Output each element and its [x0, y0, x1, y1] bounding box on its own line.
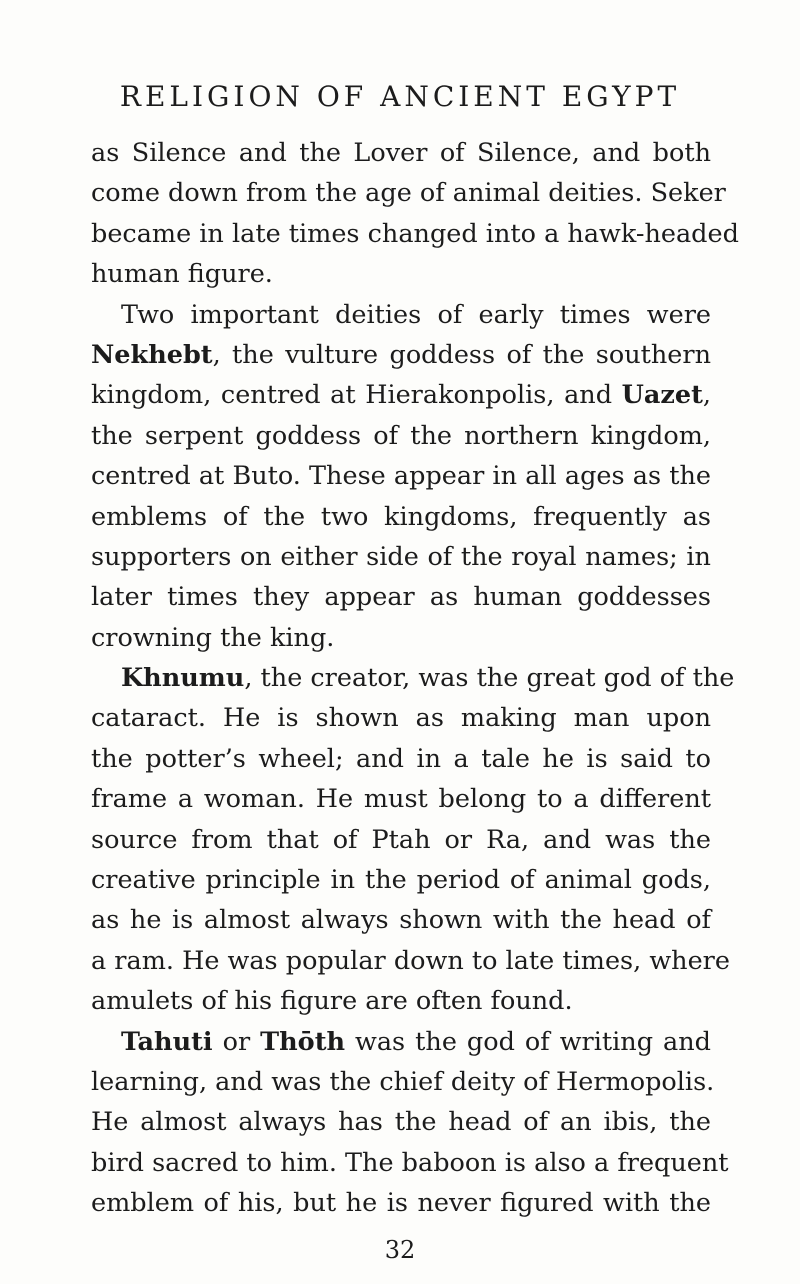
- text-run: became in late times changed into a hawk-headed: [91, 218, 739, 249]
- text-line: [91, 416, 711, 456]
- deity-name: Tahuti: [121, 1026, 213, 1057]
- text-line: [91, 658, 735, 698]
- text-run: human figure.: [91, 259, 273, 290]
- text-run: cataract. He is shown as making man upon: [91, 703, 711, 734]
- text-run: source from that of Ptah or Ra, and was the: [91, 824, 711, 855]
- text-run: crowning the king.: [91, 622, 335, 653]
- text-line: [91, 295, 711, 335]
- text-run: a ram. He was popular down to late times, where: [91, 945, 730, 976]
- text-line: [91, 335, 711, 375]
- body-text: [91, 133, 739, 1224]
- deity-name: Nekhebt: [91, 339, 213, 370]
- text-run: ,: [702, 380, 711, 411]
- text-run: later times they appear as human goddesses: [91, 582, 711, 613]
- text-run: emblems of the two kingdoms, frequently as: [91, 501, 711, 532]
- text-run: , the vulture goddess of the southern: [212, 339, 711, 370]
- text-line: [91, 456, 711, 496]
- text-line: [91, 739, 711, 779]
- running-head: RELIGION OF ANCIENT EGYPT: [119, 80, 681, 113]
- text-line: [91, 537, 711, 577]
- text-run: , the creator, was the great god of the: [244, 663, 735, 694]
- text-line: [91, 900, 711, 940]
- text-line: [91, 820, 711, 860]
- text-run: emblem of his, but he is never figured with the: [91, 1188, 711, 1219]
- text-run: the potter’s wheel; and in a tale he is said to: [91, 743, 711, 774]
- text-run: as Silence and the Lover of Silence, and both: [91, 138, 711, 168]
- text-run: supporters on either side of the royal names; in: [91, 541, 711, 572]
- text-run: Two important deities of early times were: [121, 299, 711, 330]
- text-run: He almost always has the head of an ibis, the: [91, 1107, 711, 1138]
- text-run: amulets of his figure are often found.: [91, 986, 573, 1017]
- text-line: [91, 173, 726, 213]
- text-line: [91, 1143, 729, 1183]
- text-line: [91, 1102, 711, 1142]
- text-line: [91, 497, 711, 537]
- text-run: or: [212, 1026, 261, 1057]
- text-line: [91, 375, 711, 415]
- text-line: [91, 577, 711, 617]
- text-run: was the god of writing and: [345, 1026, 711, 1057]
- page-number: 32: [384, 1236, 416, 1264]
- text-run: centred at Buto. These appear in all ages as the: [91, 461, 711, 492]
- text-line: [91, 133, 711, 173]
- deity-name: Khnumu: [121, 663, 245, 694]
- text-line: [91, 779, 711, 819]
- text-run: come down from the age of animal deities. Seker: [91, 178, 726, 209]
- text-line: [91, 698, 711, 738]
- text-run: bird sacred to him. The baboon is also a frequent: [91, 1147, 729, 1178]
- text-run: learning, and was the chief deity of Hermopolis.: [91, 1066, 715, 1097]
- deity-name: Uazet: [621, 380, 703, 411]
- text-run: kingdom, centred at Hierakonpolis, and: [91, 380, 622, 411]
- text-line: [91, 254, 711, 294]
- text-run: as he is almost always shown with the head of: [91, 905, 711, 936]
- text-line: [91, 1022, 711, 1062]
- text-line: [91, 1062, 715, 1102]
- text-line: [91, 860, 711, 900]
- text-line: [91, 981, 711, 1021]
- text-line: [91, 941, 730, 981]
- text-run: frame a woman. He must belong to a different: [91, 784, 711, 815]
- text-line: [91, 618, 711, 658]
- text-run: creative principle in the period of animal gods,: [91, 865, 711, 896]
- text-line: [91, 1183, 711, 1223]
- text-run: the serpent goddess of the northern kingdom,: [91, 420, 711, 451]
- text-line: [91, 214, 739, 254]
- deity-name: Thōth: [260, 1026, 346, 1057]
